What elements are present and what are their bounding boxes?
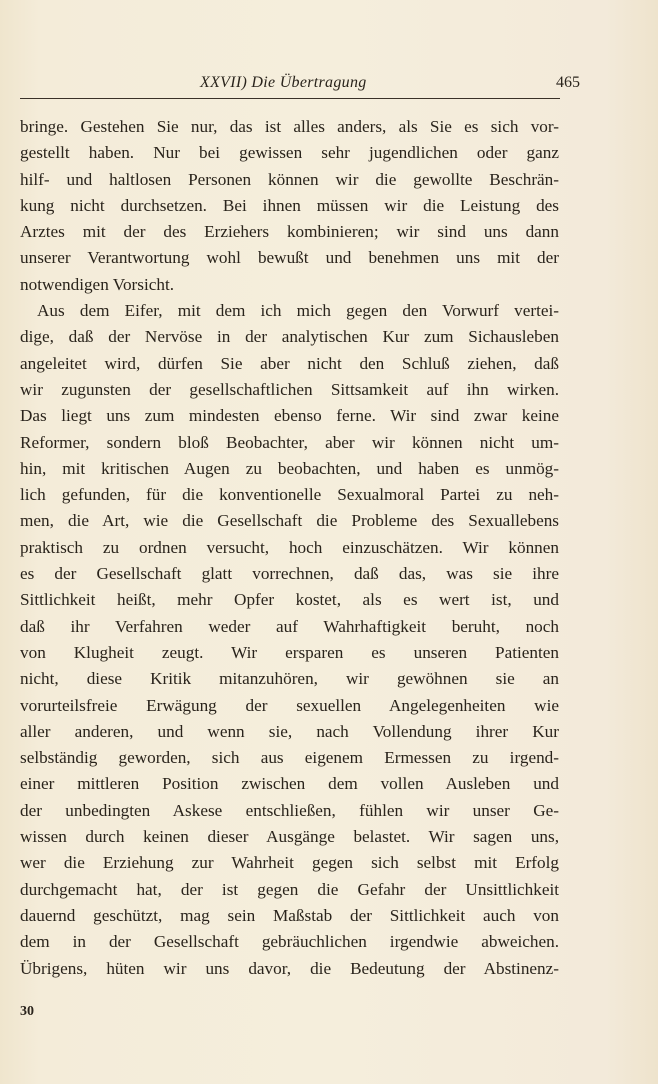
- text-line: notwendigen Vorsicht.: [20, 274, 175, 294]
- text-line: hilf- und haltlosen Personen können wir die gewollte Beschrän-: [20, 169, 559, 189]
- text-line: von Klugheit zeugt. Wir ersparen es unseren Patienten: [20, 642, 559, 662]
- text-line: wir zugunsten der gesellschaftlichen Sittsamkeit auf ihn wirken.: [20, 379, 559, 399]
- text-line: unserer Verantwortung wohl bewußt und benehmen uns mit der: [20, 248, 559, 268]
- text-line: praktisch zu ordnen versucht, hoch einzuschätzen. Wir können: [20, 537, 559, 557]
- text-line: wer die Erziehung zur Wahrheit gegen sich selbst mit Erfolg: [20, 853, 559, 873]
- header-rule: [20, 98, 560, 99]
- text-line: es der Gesellschaft glatt vorrechnen, daß das, was sie ihre: [20, 564, 559, 584]
- text-line: bringe. Gestehen Sie nur, das ist alles anders, als Sie es sich vor-: [20, 117, 559, 136]
- text-line: der unbedingten Askese entschließen, fühlen wir unser Ge-: [20, 800, 559, 820]
- text-line: dige, daß der Nervöse in der analytischen Kur zum Sichausleben: [20, 327, 559, 347]
- text-line: Reformer, sondern bloß Beobachter, aber wir können nicht um-: [20, 432, 559, 452]
- text-line: Sittlichkeit heißt, mehr Opfer kostet, als es wert ist, und: [20, 590, 559, 610]
- body-text: [20, 114, 559, 982]
- printer-signature: 30: [20, 1004, 34, 1019]
- text-line: gestellt haben. Nur bei gewissen sehr jugendlichen oder ganz: [20, 143, 559, 163]
- text-line: vorurteilsfreie Erwägung der sexuellen Angelegenheiten wie: [20, 695, 559, 715]
- text-line: selbständig geworden, sich aus eigenem Ermessen zu irgend-: [20, 748, 559, 768]
- text-line: wissen durch keinen dieser Ausgänge belastet. Wir sagen uns,: [20, 827, 559, 847]
- chapter-title: XXVII) Die Übertragung: [200, 74, 367, 91]
- text-line: daß ihr Verfahren weder auf Wahrhaftigkeit beruht, noch: [20, 616, 559, 636]
- text-line: dauernd geschützt, mag sein Maßstab der Sittlichkeit auch von: [20, 905, 559, 925]
- text-line: Übrigens, hüten wir uns davor, die Bedeutung der Abstinenz-: [20, 958, 559, 978]
- text-line: dem in der Gesellschaft gebräuchlichen irgendwie abweichen.: [20, 932, 559, 952]
- text-line: Das liegt uns zum mindesten ebenso ferne. Wir sind zwar keine: [20, 406, 559, 426]
- text-line: durchgemacht hat, der ist gegen die Gefahr der Unsittlichkeit: [20, 879, 559, 899]
- text-line: Aus dem Eifer, mit dem ich mich gegen den Vorwurf vertei-: [37, 301, 559, 321]
- text-line: nicht, diese Kritik mitanzuhören, wir gewöhnen sie an: [20, 669, 559, 689]
- text-line: hin, mit kritischen Augen zu beobachten, und haben es unmög-: [20, 458, 559, 478]
- text-line: Arztes mit der des Erziehers kombinieren; wir sind uns dann: [20, 222, 559, 242]
- text-line: men, die Art, wie die Gesellschaft die Probleme des Sexuallebens: [20, 511, 559, 531]
- page-number: 465: [556, 74, 580, 91]
- text-line: angeleitet wird, dürfen Sie aber nicht den Schluß ziehen, daß: [20, 353, 559, 373]
- text-line: einer mittleren Position zwischen dem vollen Ausleben und: [20, 774, 559, 794]
- text-line: lich gefunden, für die konventionelle Sexualmoral Partei zu neh-: [20, 485, 559, 505]
- text-line: aller anderen, und wenn sie, nach Vollendung ihrer Kur: [20, 721, 559, 741]
- running-head: [20, 70, 580, 98]
- text-line: kung nicht durchsetzen. Bei ihnen müssen wir die Leistung des: [20, 195, 559, 215]
